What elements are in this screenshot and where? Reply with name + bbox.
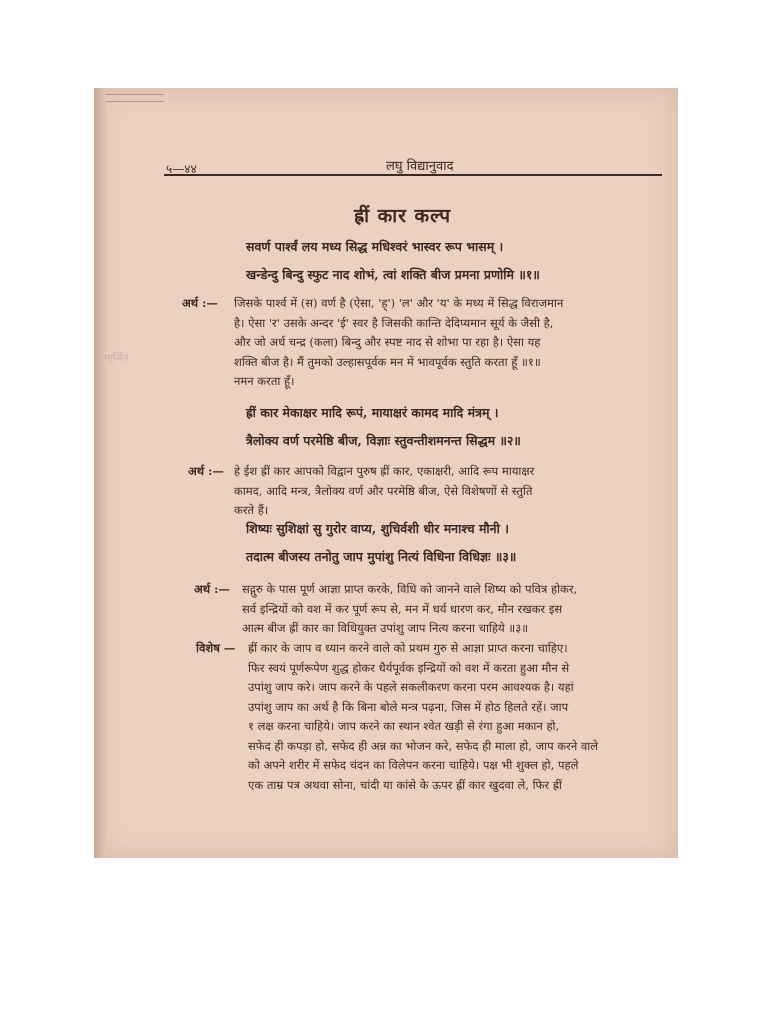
verse-line-4: त्रैलोक्य वर्ण परमेष्ठि बीज, विज्ञाः स्तुवन्तीशमनन्त सिद्धम ॥२॥ [246, 433, 521, 448]
margin-note: मार्जिन [104, 353, 129, 364]
page-edge-shadow [94, 88, 106, 858]
header-rule [164, 174, 662, 176]
page-edge-line [106, 94, 164, 95]
vishesh-line: एक ताम्र पत्र अथवा सोना, चांदी या कांसे के ऊपर ह्रीं कार खुदवा ले, फिर ह्रीं [248, 777, 562, 792]
vishesh-line: फिर स्वयं पूर्णरूपेण शुद्ध होकर धैर्यपूर्वक इन्द्रियों को वश में करता हुआ मौन से [248, 660, 570, 675]
artha-1-line: शक्ति बीज है। मैं तुमको उल्हासपूर्वक मन में भावपूर्वक स्तुति करता हूँ ॥१॥ [234, 354, 541, 369]
vishesh-label: विशेष — [196, 641, 236, 655]
artha-label-3: अर्थ :— [194, 582, 230, 596]
artha-label-1: अर्थ :— [182, 296, 218, 310]
page-number: ५—४४ [166, 162, 197, 176]
artha-paragraph-1 [234, 294, 674, 392]
verse-line-5: शिष्यः सुशिक्षां सु गुरोर वाप्य, शुचिर्वशी धीर मनाश्च मौनी । [246, 521, 509, 536]
artha-paragraph-3 [242, 580, 678, 639]
artha-1-line: नमन करता हूँ। [234, 374, 295, 388]
artha-1-line: और जो अर्ध चन्द्र (कला) बिन्दु और स्पष्ट नाद से शोभा पा रहा है। ऐसा यह [234, 335, 541, 349]
scanned-page [94, 88, 678, 858]
section-title: ह्रीं कार कल्प [354, 205, 452, 227]
artha-paragraph-2 [234, 462, 674, 521]
vishesh-line: को अपने शरीर में सफेद चंदन का विलेपन करना चाहिये। पक्ष भी शुक्ल हो, पहले [248, 758, 579, 772]
running-title: लघु विद्यानुवाद [386, 159, 454, 174]
page-edge-line [106, 101, 164, 102]
artha-2-line: कामद, आदि मन्त्र, त्रैलोक्य वर्ण और परमेष्ठि बीज, ऐसे विशेषणों से स्तुति [234, 483, 533, 498]
artha-3-line: सर्व इन्द्रियों को वश में कर पूर्ण रूप से, मन में धर्य धारण कर, मौन रखकर इस [242, 601, 563, 616]
page-header [164, 148, 664, 176]
verse-line-1: सवर्ण पार्श्वं लय मध्य सिद्ध मधिश्वरं भास्वर रूप भासम् । [246, 239, 504, 254]
vishesh-paragraph [248, 639, 664, 795]
vishesh-line: १ लक्ष करना चाहिये। जाप करने का स्थान श्वेत खड़ी से रंगा हुआ मकान हो, [248, 719, 560, 733]
verse-line-2: खन्डेन्दु बिन्दु स्फुट नाद शोभं, त्वां शक्ति बीज प्रमना प्रणोमि ॥१॥ [246, 267, 540, 282]
vishesh-line: सफेद ही कपड़ा हो, सफेद ही अन्न का भोजन करे, सफेद ही माला हो, जाप करने वाले [248, 738, 599, 753]
artha-3-line: आत्म बीज ह्रीं कार का विधियुक्त उपांशु जाप नित्य करना चाहिये ॥३॥ [242, 621, 529, 635]
vishesh-line: ह्रीं कार के जाप व ध्यान करने वाले को प्रथम गुरु से आज्ञा प्राप्त करना चाहिए। [248, 641, 568, 655]
artha-2-line: हे ईश ह्रीं कार आपको विद्वान पुरुष ह्रीं कार, एकाक्षरी, आदि रूप मायाक्षर [234, 464, 535, 478]
verse-line-6: तदात्म बीजस्य तनोतु जाप मुपांशु नित्यं विधिना विधिज्ञः ॥३॥ [246, 549, 517, 564]
artha-label-2: अर्थ :— [188, 464, 224, 478]
artha-1-line: जिसके पार्श्व में (स) वर्ण है (ऐसा, 'ह्') 'ल' और 'य' के मध्य में सिद्ध विराजमान [234, 296, 564, 310]
verse-line-3: ह्रीं कार मेकाक्षर मादि रूपं, मायाक्षरं कामद मादि मंत्रम् । [246, 405, 499, 420]
artha-3-line: सद्गुरु के पास पूर्ण आज्ञा प्राप्त करके, विधि को जानने वाले शिष्य को पवित्र होकर, [242, 582, 578, 596]
vishesh-line: उपांशु जाप का अर्थ है कि बिना बोले मन्त्र पढ़ना, जिस में होठ हिलते रहें। जाप [248, 699, 569, 714]
book-page [164, 148, 664, 848]
artha-2-line: करते हैं। [234, 503, 269, 517]
artha-1-line: है। ऐसा 'र' उसके अन्दर 'ई' स्वर है जिसकी कान्ति देदिप्यमान सूर्य के जैसी है, [234, 315, 554, 330]
vishesh-line: उपांशु जाप करे। जाप करने के पहले सकलीकरण करना परम आवश्यक है। यहां [248, 680, 574, 694]
